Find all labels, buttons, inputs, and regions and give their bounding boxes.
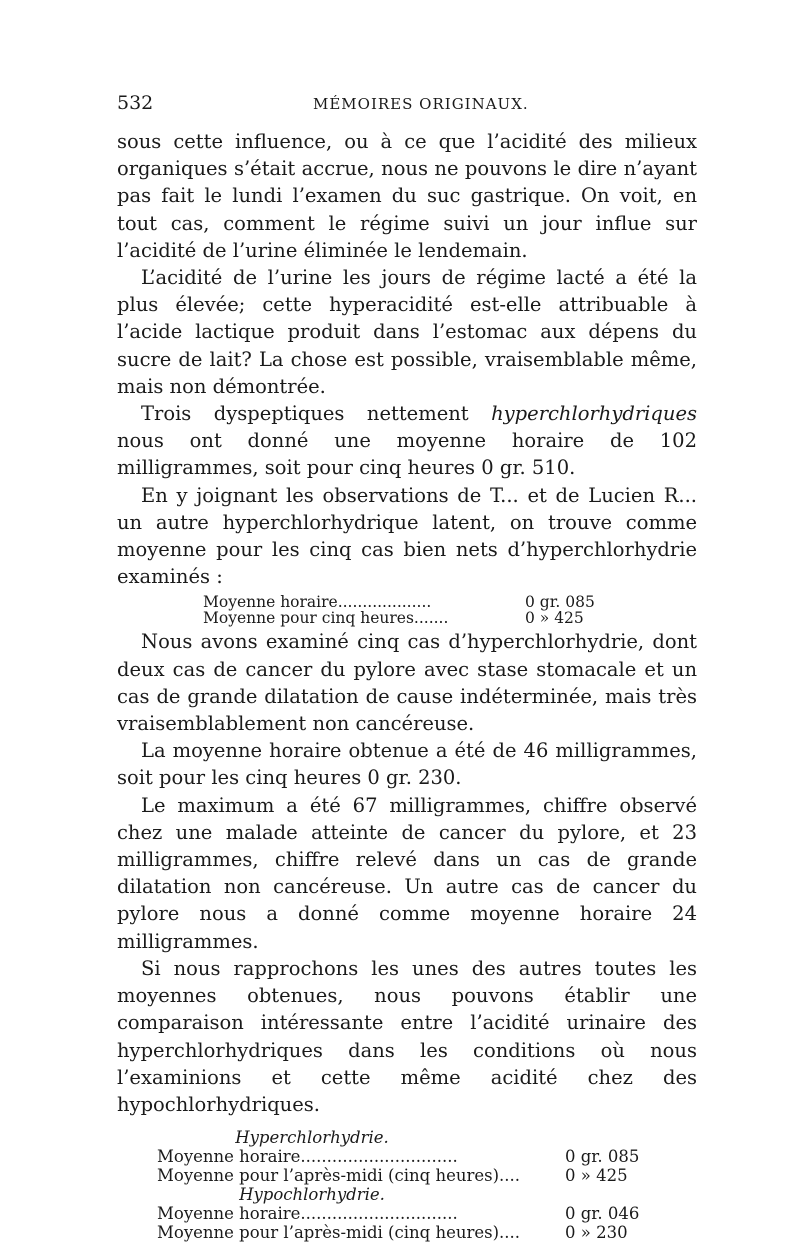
table-row [203, 594, 697, 610]
paragraph [117, 400, 697, 482]
comparison-table [117, 1128, 697, 1242]
row-label: Moyenne pour cinq heures....... [203, 609, 449, 628]
page-number: 532 [117, 92, 154, 114]
table-row [157, 1147, 697, 1166]
row-value: 0 » 230 [565, 1223, 628, 1242]
row-label: Moyenne pour l’après-midi (cinq heures).... [157, 1166, 520, 1186]
row-label: Moyenne horaire.............................. [157, 1204, 458, 1224]
table-row [203, 610, 697, 626]
running-title: MÉMOIRES ORIGINAUX. [313, 95, 529, 113]
paragraph: Le maximum a été 67 milligrammes, chiffre observé chez une malade atteinte de cancer du pylore, et 23 milligrammes, chiffre relevé dans un cas de grande dilatation non cancéreuse. Un autre cas de cancer du pylore nous a donné comme moyenne horaire 24 milligrammes. [117, 793, 697, 953]
row-value: 0 » 425 [565, 1166, 628, 1186]
body-text [117, 128, 697, 1242]
row-label: Moyenne horaire.............................. [157, 1147, 458, 1167]
page-header [117, 92, 697, 122]
paragraph: L’acidité de l’urine les jours de régime lacté a été la plus élevée; cette hyperacidité est-elle attribuable à l’acide lactique produit dans l’estomac aux dépens du sucre de lait? La chose est possible, vraisemblable même, mais non démontrée. [117, 266, 697, 398]
averages-table [203, 594, 697, 626]
text-run: nous ont donné une moyenne horaire de 102 milligrammes, soit pour cinq heures 0 gr. 510. [117, 429, 697, 480]
section-heading-hyper: Hyperchlorhydrie. [235, 1128, 389, 1148]
paragraph: En y joignant les observations de T... et de Lucien R... un autre hyperchlorhydrique latent, on trouve comme moyenne pour les cinq cas bien nets d’hyperchlorhydrie examinés : [117, 483, 697, 589]
italic-term: hyperchlorhydriques [491, 402, 697, 426]
paragraph: sous cette influence, ou à ce que l’acidité des milieux organiques s’était accrue, nous ne pouvons le dire n’ayant pas fait le lundi l’examen du suc gastrique. On voit, en tout cas, comment le régime suivi un jour influe sur l’acidité de l’urine éliminée le lendemain. [117, 130, 697, 262]
table-row [157, 1166, 697, 1185]
paragraph: Nous avons examiné cinq cas d’hyperchlorhydrie, dont deux cas de cancer du pylore avec stase stomacale et un cas de grande dilatation de cause indéterminée, mais très vraisemblablement non cancéreuse. [117, 630, 697, 736]
row-label: Moyenne pour l’après-midi (cinq heures).... [157, 1223, 520, 1242]
row-label: Moyenne horaire................... [203, 593, 432, 612]
paragraph: La moyenne horaire obtenue a été de 46 milligrammes, soit pour les cinq heures 0 gr. 230. [117, 739, 697, 790]
section-heading-hypo: Hypochlorhydrie. [239, 1185, 385, 1205]
row-value: 0 gr. 046 [565, 1204, 640, 1224]
text-run: Trois dyspeptiques nettement [141, 402, 492, 426]
row-value: 0 » 425 [525, 609, 584, 628]
table-row [157, 1223, 697, 1242]
table-row [157, 1204, 697, 1223]
paragraph: Si nous rapprochons les unes des autres toutes les moyennes obtenues, nous pouvons établir une comparaison intéressante entre l’acidité urinaire des hyperchlorhydriques dans les conditions où nous l’examinions et cette même acidité chez des hypochlorhydriques. [117, 956, 697, 1116]
row-value: 0 gr. 085 [565, 1147, 640, 1167]
row-value: 0 gr. 085 [525, 593, 595, 612]
